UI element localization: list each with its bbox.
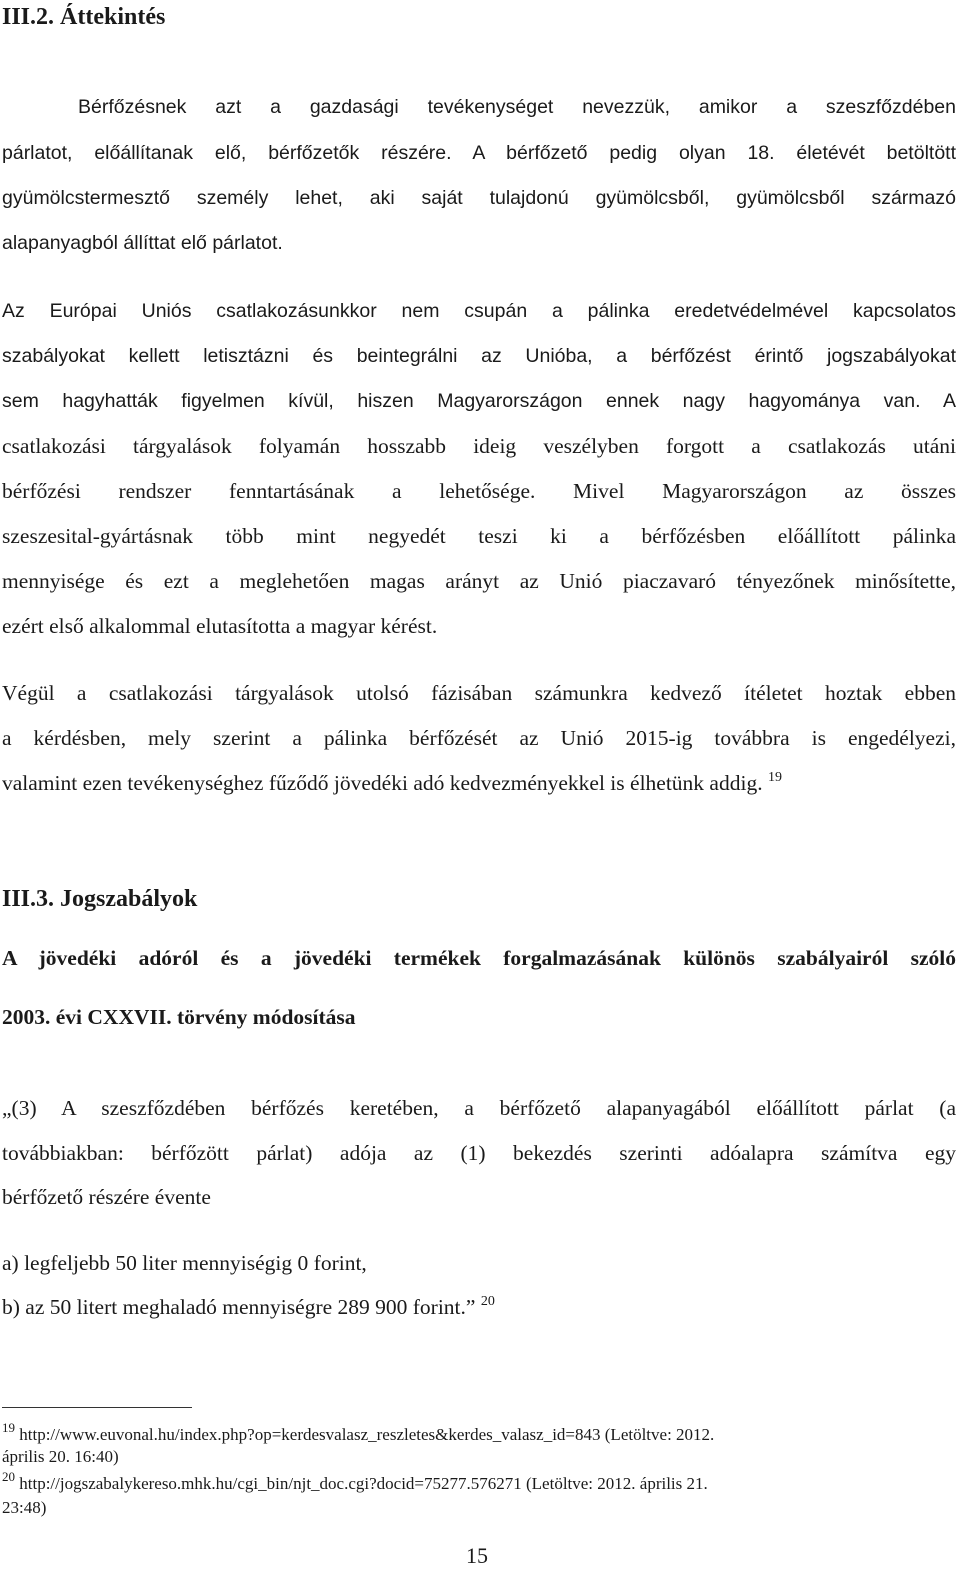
text-line: mennyisége és ezt a meglehetően magas arányt az Unió piaczavaró tényezőnek minősítette,	[2, 569, 956, 593]
footnote-ref-19[interactable]: 19	[767, 770, 782, 785]
text-line: bérfőzető részére évente	[2, 1185, 211, 1209]
footnote-number: 20	[2, 1469, 15, 1484]
list-item-a: a) legfeljebb 50 liter mennyiségig 0 forint,	[2, 1251, 367, 1275]
footnote-19-cont: április 20. 16:40)	[2, 1447, 119, 1466]
text-line: alapanyagból állíttat elő párlatot.	[2, 232, 283, 254]
footnote-ref-20[interactable]: 20	[480, 1294, 495, 1309]
section-title-overview: III.2. Áttekintés	[2, 4, 166, 30]
footnote-20	[2, 1469, 708, 1494]
footnote-link[interactable]: http://www.euvonal.hu/index.php?op=kerdesvalasz_reszletes&kerdes_valasz_id=843 (Letöltve: 2012.	[19, 1425, 715, 1444]
text-line: szeszesital-gyártásnak több mint negyedét teszi ki a bérfőzésben előállított pálinka	[2, 524, 956, 548]
text-line: „(3) A szeszfőzdében bérfőzés keretében, a bérfőzető alapanyagából előállított párlat (a	[2, 1096, 956, 1120]
list-item-b	[2, 1294, 495, 1320]
footnote-20-cont: 23:48)	[2, 1498, 47, 1517]
text-line: gyümölcstermesztő személy lehet, aki saját tulajdonú gyümölcsből, gyümölcsből származó	[2, 187, 956, 209]
text-line: Az Európai Uniós csatlakozásunkkor nem csupán a pálinka eredetvédelmével kapcsolatos	[2, 300, 956, 322]
list-item-b-text: b) az 50 litert meghaladó mennyiségre 289 900 forint.”	[2, 1295, 476, 1319]
law-title-line: A jövedéki adóról és a jövedéki termékek forgalmazásának különös szabályairól szóló	[2, 946, 956, 970]
text-line: bérfőzési rendszer fenntartásának a lehetősége. Mivel Magyarországon az összes	[2, 479, 956, 503]
footnote-number: 19	[2, 1420, 15, 1435]
text-line: csatlakozási tárgyalások folyamán hosszabb ideig veszélyben forgott a csatlakozás utáni	[2, 434, 956, 458]
text-line: a kérdésben, mely szerint a pálinka bérfőzését az Unió 2015-ig továbbra is engedélyezi,	[2, 726, 956, 750]
text-line	[2, 770, 782, 796]
footnote-19	[2, 1420, 715, 1445]
text-line: sem hagyhatták figyelmen kívül, hiszen Magyarországon ennek nagy hagyománya van. A	[2, 390, 956, 412]
text-line-content: valamint ezen tevékenységhez fűződő jövedéki adó kedvezményekkel is élhetünk addig.	[2, 771, 763, 795]
section-title-laws: III.3. Jogszabályok	[2, 886, 198, 912]
text-line: szabályokat kellett letisztázni és beintegrálni az Unióba, a bérfőzést érintő jogszabályokat	[2, 345, 956, 367]
footnote-link[interactable]: http://jogszabalykereso.mhk.hu/cgi_bin/njt_doc.cgi?docid=75277.576271 (Letöltve: 2012. április 21.	[19, 1474, 708, 1493]
law-title-line: 2003. évi CXXVII. törvény módosítása	[2, 1005, 356, 1029]
text-line: továbbiakban: bérfőzött párlat) adója az (1) bekezdés szerinti adóalapra számítva egy	[2, 1141, 956, 1165]
footnote-separator	[2, 1407, 192, 1408]
text-line: Bérfőzésnek azt a gazdasági tevékenységet nevezzük, amikor a szeszfőzdében	[78, 96, 956, 118]
text-line: párlatot, előállítanak elő, bérfőzetők részére. A bérfőzető pedig olyan 18. életévét betöltött	[2, 142, 956, 164]
text-line: Végül a csatlakozási tárgyalások utolsó fázisában számunkra kedvező ítéletet hoztak ebben	[2, 681, 956, 705]
page-number: 15	[466, 1543, 488, 1568]
text-line: ezért első alkalommal elutasította a magyar kérést.	[2, 614, 438, 638]
